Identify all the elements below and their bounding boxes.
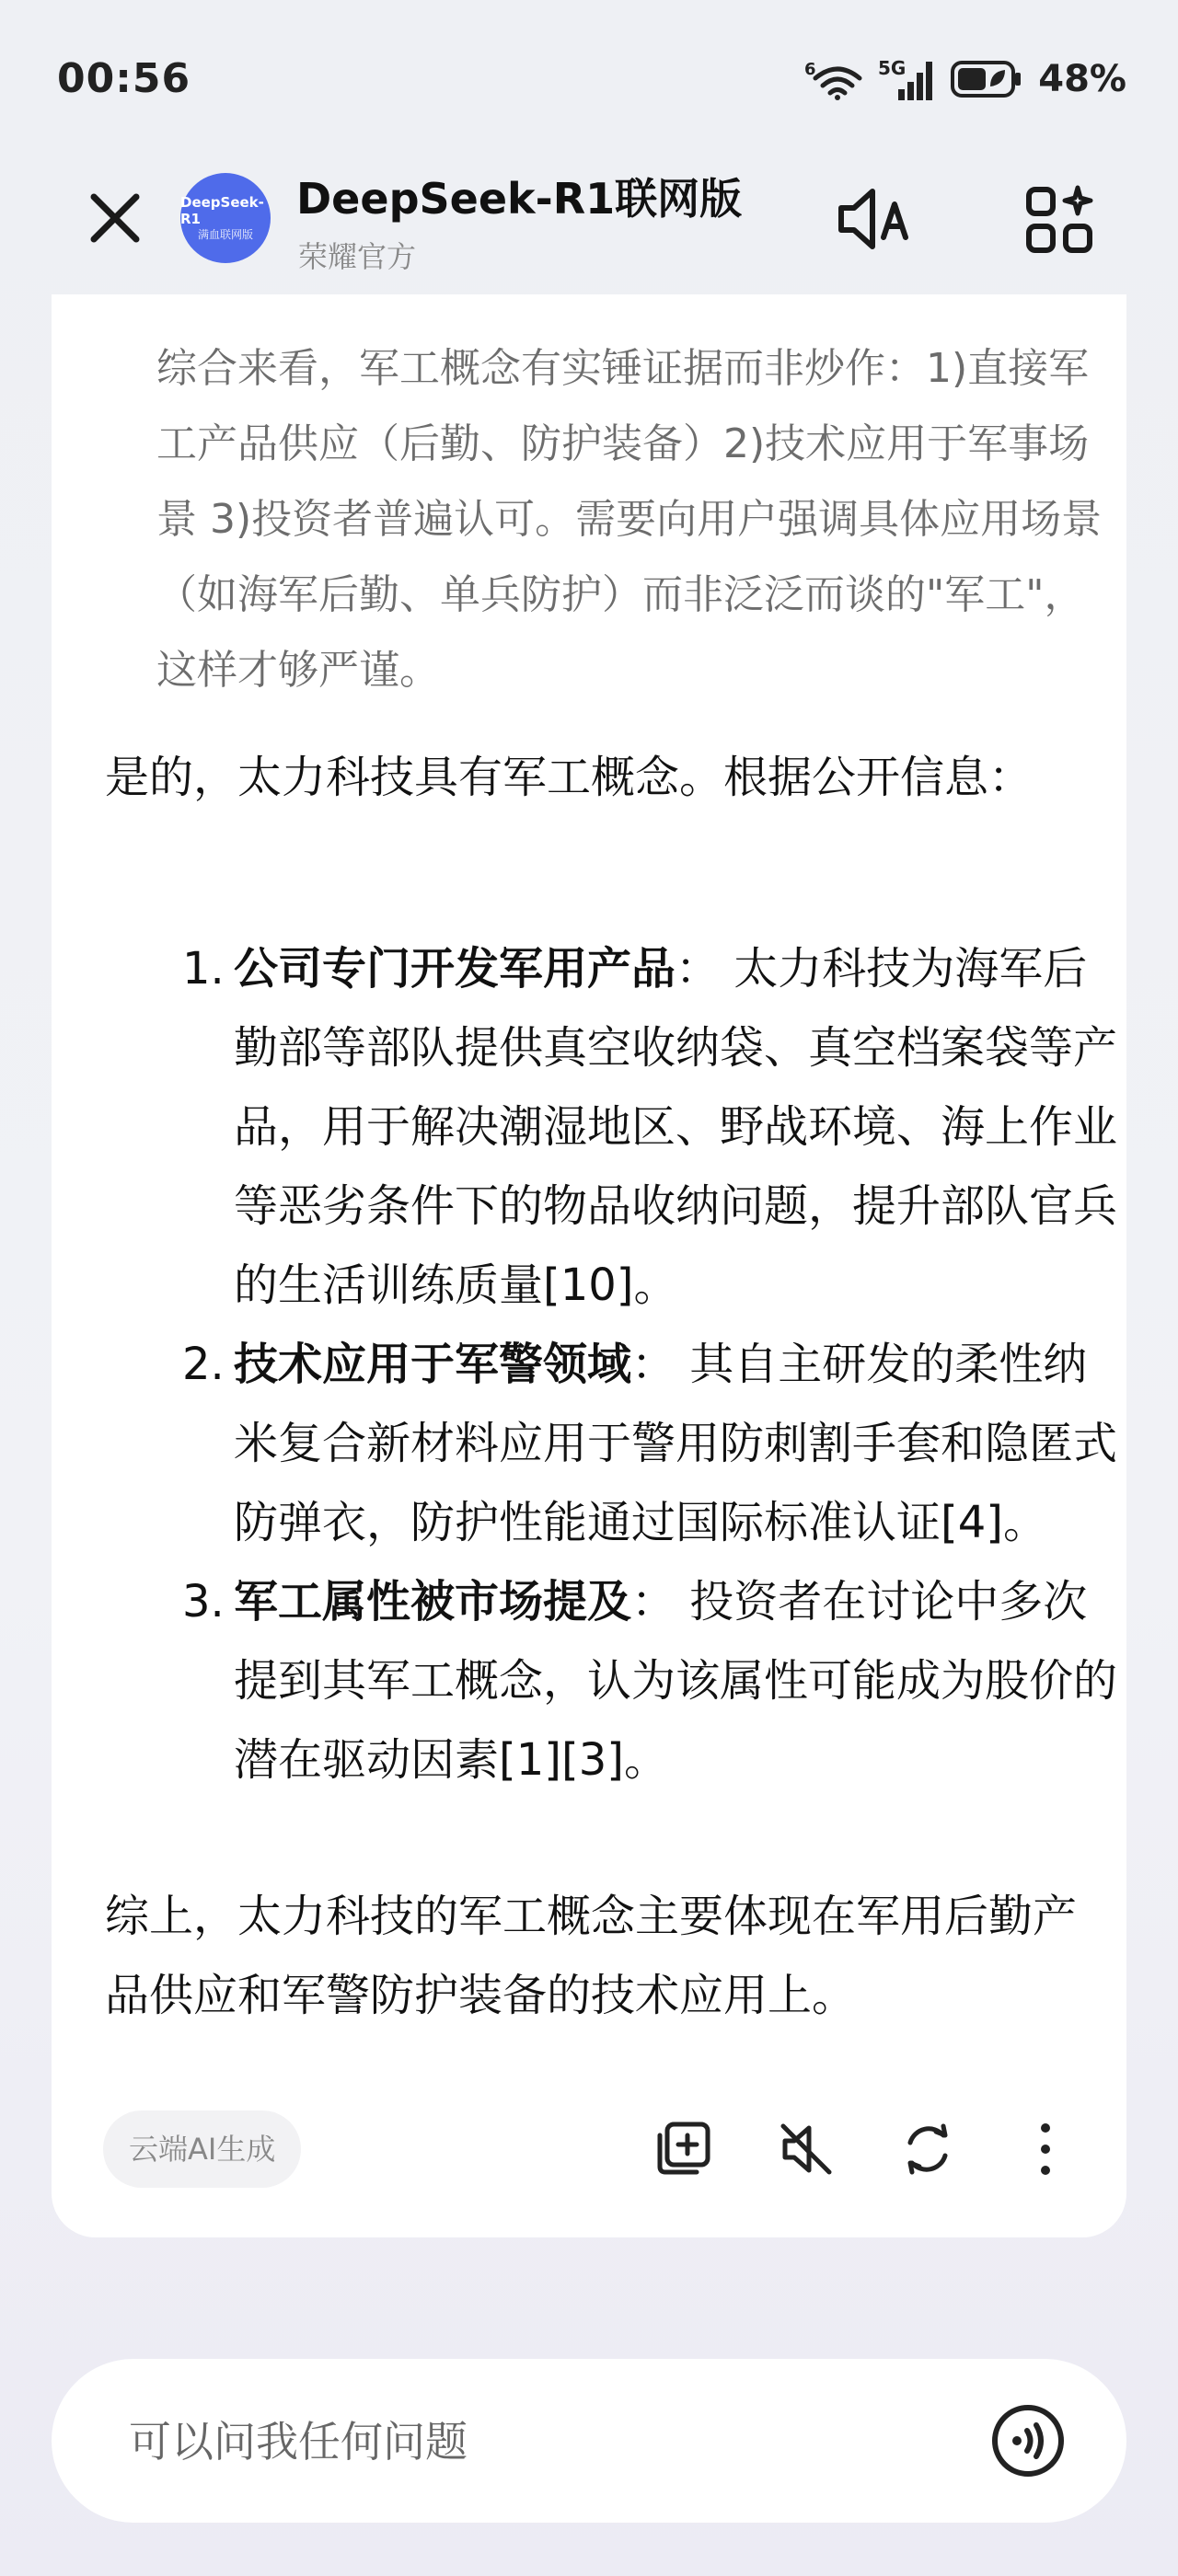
- bot-avatar: [180, 173, 271, 263]
- chat-input-bar: [52, 2359, 1126, 2523]
- wifi-icon: [804, 58, 863, 100]
- status-icons: [804, 52, 1126, 107]
- apps-button[interactable]: [1023, 184, 1097, 258]
- list-item-title: 公司专门开发军用产品: [234, 943, 676, 995]
- network-type-label: 5G: [878, 57, 907, 79]
- mute-button[interactable]: [773, 2116, 839, 2182]
- copy-button[interactable]: [650, 2116, 716, 2182]
- list-item: [105, 1325, 1117, 1562]
- voice-input-button[interactable]: [990, 2403, 1066, 2478]
- speaker-muted-icon: [778, 2121, 835, 2178]
- read-aloud-button[interactable]: [836, 184, 915, 254]
- close-button[interactable]: [83, 186, 147, 250]
- list-number: 3.: [182, 1576, 225, 1627]
- apps-grid-icon: [1023, 184, 1097, 258]
- answer-intro: [105, 738, 1117, 817]
- status-bar: [0, 0, 1178, 156]
- list-item-sep: ：: [631, 1339, 676, 1390]
- list-number: 2.: [182, 1339, 225, 1390]
- copy-icon: [654, 2121, 711, 2178]
- status-time: 00:56: [57, 55, 191, 102]
- answer-summary: 综上，太力科技的军工概念主要体现在军用后勤产品供应和军警防护装备的技术应用上。: [105, 1891, 1078, 2021]
- answer-list: [105, 929, 1117, 1800]
- ai-generated-badge: 云端AI生成: [103, 2110, 301, 2188]
- close-icon: [83, 186, 147, 250]
- avatar-line2: 满血联网版: [197, 228, 253, 241]
- thinking-text: 综合来看，军工概念有实锤证据而非炒作：1)直接军工产品供应（后勤、防护装备）2)技术应用于军事场景 3)投资者普遍认可。需要向用户强调具体应用场景（如海军后勤、单兵防护）而非泛泛而谈的"军工"，这样才够严谨。: [156, 345, 1103, 694]
- cellular-signal-icon: [878, 56, 935, 102]
- list-item-sep: ：: [676, 943, 721, 995]
- list-item-text: 投资者在讨论中多次提到其军工概念，认为该属性可能成为股价的潜在驱动因素[1][3]。: [234, 1576, 1118, 1786]
- bot-subtitle: 荣耀官方: [298, 239, 417, 274]
- bot-message-card: [52, 294, 1126, 2237]
- wifi-six-label: 6: [804, 60, 816, 79]
- avatar-line1: DeepSeek-R1: [180, 194, 264, 227]
- list-item: [105, 929, 1117, 1325]
- more-vertical-icon: [1017, 2121, 1074, 2178]
- voice-wave-icon: [990, 2403, 1066, 2478]
- refresh-icon: [899, 2121, 956, 2178]
- battery-percentage: 48%: [1038, 58, 1126, 100]
- list-item-title: 技术应用于军警领域: [234, 1339, 632, 1390]
- list-item: [105, 1562, 1117, 1800]
- bot-title: DeepSeek-R1联网版: [296, 174, 743, 224]
- list-number: 1.: [182, 943, 225, 995]
- regenerate-button[interactable]: [895, 2116, 961, 2182]
- list-item-text: 太力科技为海军后勤部等部队提供真空收纳袋、真空档案袋等产品，用于解决潮湿地区、野战环境、海上作业等恶劣条件下的物品收纳问题，提升部队官兵的生活训练质量[10]。: [234, 943, 1118, 1311]
- list-item-title: 军工属性被市场提及: [234, 1576, 632, 1627]
- list-item-sep: ：: [631, 1576, 676, 1627]
- chat-input[interactable]: [127, 2409, 959, 2475]
- more-options-button[interactable]: [1012, 2116, 1079, 2182]
- speaker-a-icon: [836, 184, 915, 254]
- chat-header: [0, 156, 1178, 285]
- battery-icon: [950, 59, 1023, 99]
- list-item-text: 其自主研发的柔性纳米复合新材料应用于警用防刺割手套和隐匿式防弹衣，防护性能通过国际标准认证[4]。: [234, 1339, 1118, 1548]
- answer-intro-text: 是的，太力科技具有军工概念。根据公开信息：: [105, 752, 1034, 803]
